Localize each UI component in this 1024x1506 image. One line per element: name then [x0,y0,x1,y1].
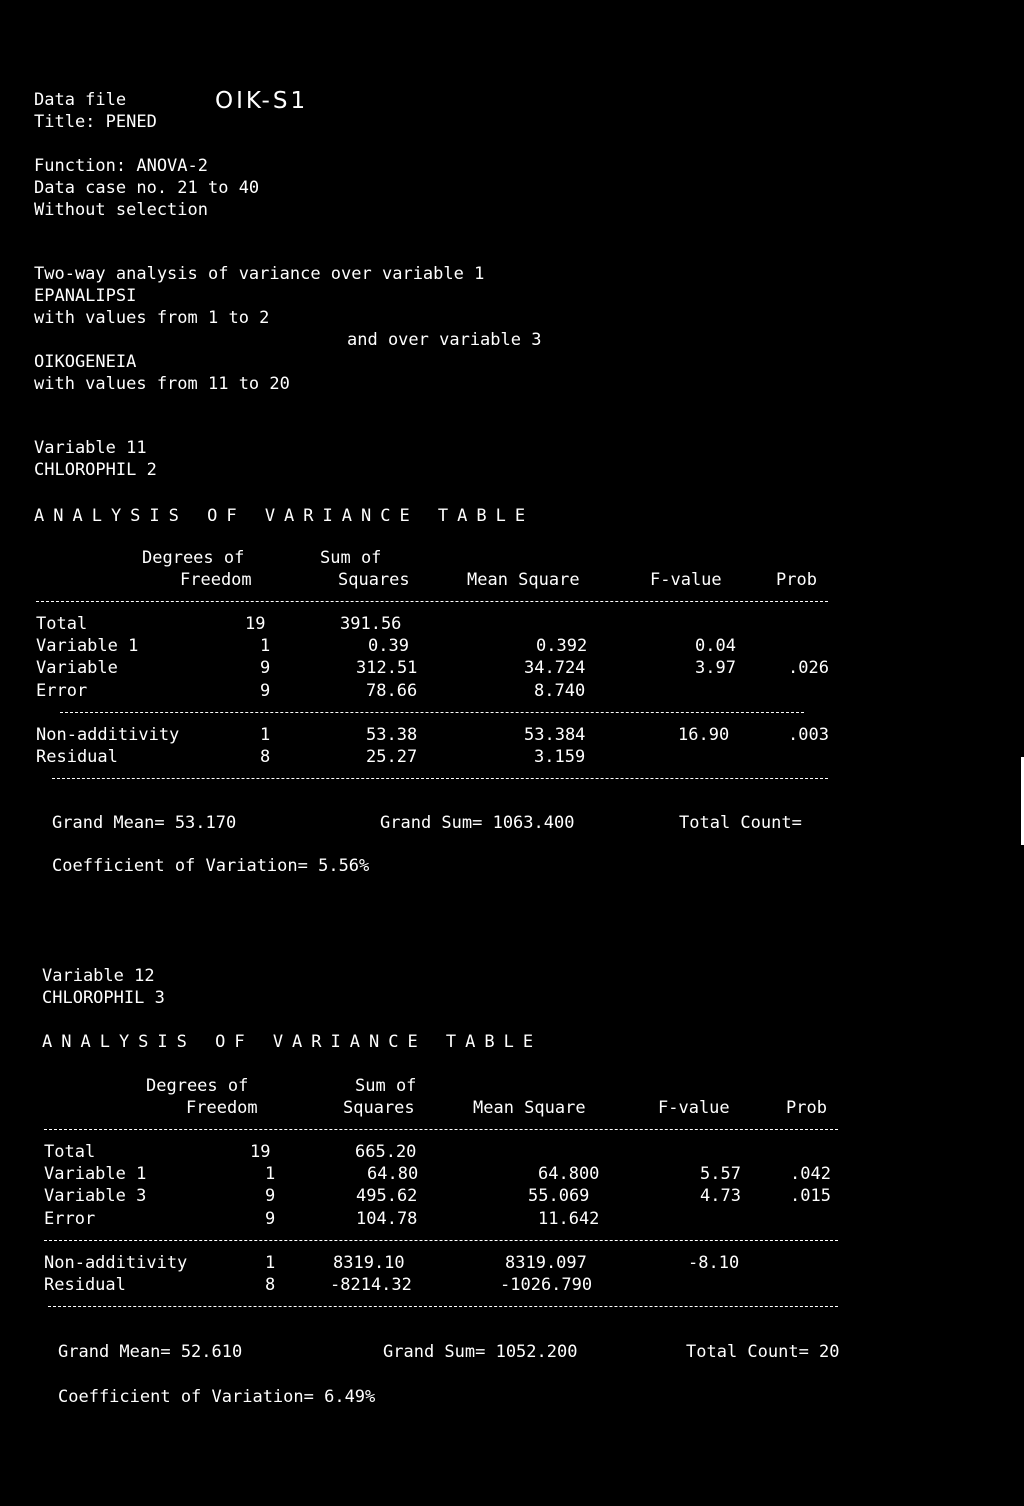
row-ss: 25.27 [366,747,418,767]
row-label: Variable 1 [36,636,139,656]
section1-header-sum: Sum of [320,548,382,568]
row-label: Residual [36,747,118,767]
section2-header-freedom: Freedom [186,1098,258,1118]
section2-header-mean-square: Mean Square [473,1098,586,1118]
intro-line-2: EPANALIPSI [34,286,137,306]
row-df: 9 [265,1209,276,1229]
intro-line-3: with values from 1 to 2 [34,308,270,328]
row-ms: 55.069 [528,1186,590,1206]
row-label: Total [36,614,88,634]
section1-rule [52,778,828,779]
row-label: Variable 1 [44,1164,147,1184]
row-p: .015 [790,1186,831,1206]
row-label: Non-additivity [44,1253,188,1273]
data-file-label: Data file [34,90,127,110]
row-ss: 64.80 [367,1164,419,1184]
row-df: 1 [265,1164,276,1184]
section1-name: CHLOROPHIL 2 [34,460,157,480]
row-df: 1 [265,1253,276,1273]
section2-grand-mean: Grand Mean= 52.610 [58,1342,243,1362]
row-f: 0.04 [695,636,736,656]
row-df: 19 [250,1142,271,1162]
section1-rule [36,601,828,602]
section1-total-count: Total Count= [679,813,802,833]
section2-header-sum: Sum of [355,1076,417,1096]
section1-grand-sum: Grand Sum= 1063.400 [380,813,575,833]
row-ms: 8.740 [534,681,586,701]
selection-line: Without selection [34,200,208,220]
row-f: 3.97 [695,658,736,678]
section1-header-mean-square: Mean Square [467,570,580,590]
section1-header-degrees: Degrees of [142,548,245,568]
section1-header-squares: Squares [338,570,410,590]
row-ss: -8214.32 [330,1275,412,1295]
row-df: 8 [260,747,271,767]
row-ss: 8319.10 [333,1253,405,1273]
row-df: 9 [260,658,271,678]
section2-table-title: ANALYSIS OF VARIANCE TABLE [42,1032,543,1052]
row-df: 19 [245,614,266,634]
section2-variable: Variable 12 [42,966,155,986]
row-ss: 104.78 [356,1209,418,1229]
row-label: Error [36,681,88,701]
section2-header-squares: Squares [343,1098,415,1118]
row-f: 16.90 [678,725,730,745]
section2-rule [44,1129,838,1130]
section2-grand-sum: Grand Sum= 1052.200 [383,1342,578,1362]
row-f: 5.57 [700,1164,741,1184]
title-line: Title: PENED [34,112,157,132]
section1-rule [60,712,804,713]
section1-grand-mean: Grand Mean= 53.170 [52,813,237,833]
section2-header-prob: Prob [786,1098,827,1118]
row-ss: 391.56 [340,614,402,634]
section2-rule [44,1240,838,1241]
row-ms: 3.159 [534,747,586,767]
section1-variable: Variable 11 [34,438,147,458]
section2-rule [48,1306,838,1307]
row-label: Variable [36,658,118,678]
data-case-line: Data case no. 21 to 40 [34,178,260,198]
row-ms: -1026.790 [500,1275,593,1295]
row-label: Variable 3 [44,1186,147,1206]
row-f: -8.10 [688,1253,740,1273]
function-line: Function: ANOVA-2 [34,156,208,176]
row-ms: 64.800 [538,1164,600,1184]
row-ms: 0.392 [536,636,588,656]
row-df: 9 [265,1186,276,1206]
row-ss: 78.66 [366,681,418,701]
row-ms: 34.724 [524,658,586,678]
intro-line-5: OIKOGENEIA [34,352,137,372]
row-df: 9 [260,681,271,701]
row-df: 1 [260,636,271,656]
intro-line-1: Two-way analysis of variance over variable 1 [34,264,485,284]
row-ss: 495.62 [356,1186,418,1206]
row-ms: 8319.097 [505,1253,587,1273]
intro-line-4: and over variable 3 [347,330,542,350]
row-label: Non-additivity [36,725,180,745]
row-ms: 11.642 [538,1209,600,1229]
row-p: .042 [790,1164,831,1184]
section2-header-degrees: Degrees of [146,1076,249,1096]
row-p: .026 [788,658,829,678]
section2-name: CHLOROPHIL 3 [42,988,165,1008]
row-ss: 665.20 [355,1142,417,1162]
data-file-value: OIK-S1 [215,88,309,114]
section2-total-count: Total Count= 20 [686,1342,840,1362]
row-ms: 53.384 [524,725,586,745]
row-ss: 53.38 [366,725,418,745]
row-p: .003 [788,725,829,745]
section2-header-f-value: F-value [658,1098,730,1118]
row-df: 1 [260,725,271,745]
row-f: 4.73 [700,1186,741,1206]
row-label: Residual [44,1275,126,1295]
row-label: Total [44,1142,96,1162]
row-df: 8 [265,1275,276,1295]
section2-cv: Coefficient of Variation= 6.49% [58,1387,376,1407]
row-ss: 0.39 [368,636,409,656]
section1-header-prob: Prob [776,570,817,590]
row-ss: 312.51 [356,658,418,678]
intro-line-6: with values from 11 to 20 [34,374,290,394]
section1-header-f-value: F-value [650,570,722,590]
section1-cv: Coefficient of Variation= 5.56% [52,856,370,876]
section1-table-title: ANALYSIS OF VARIANCE TABLE [34,506,535,526]
row-label: Error [44,1209,96,1229]
section1-header-freedom: Freedom [180,570,252,590]
